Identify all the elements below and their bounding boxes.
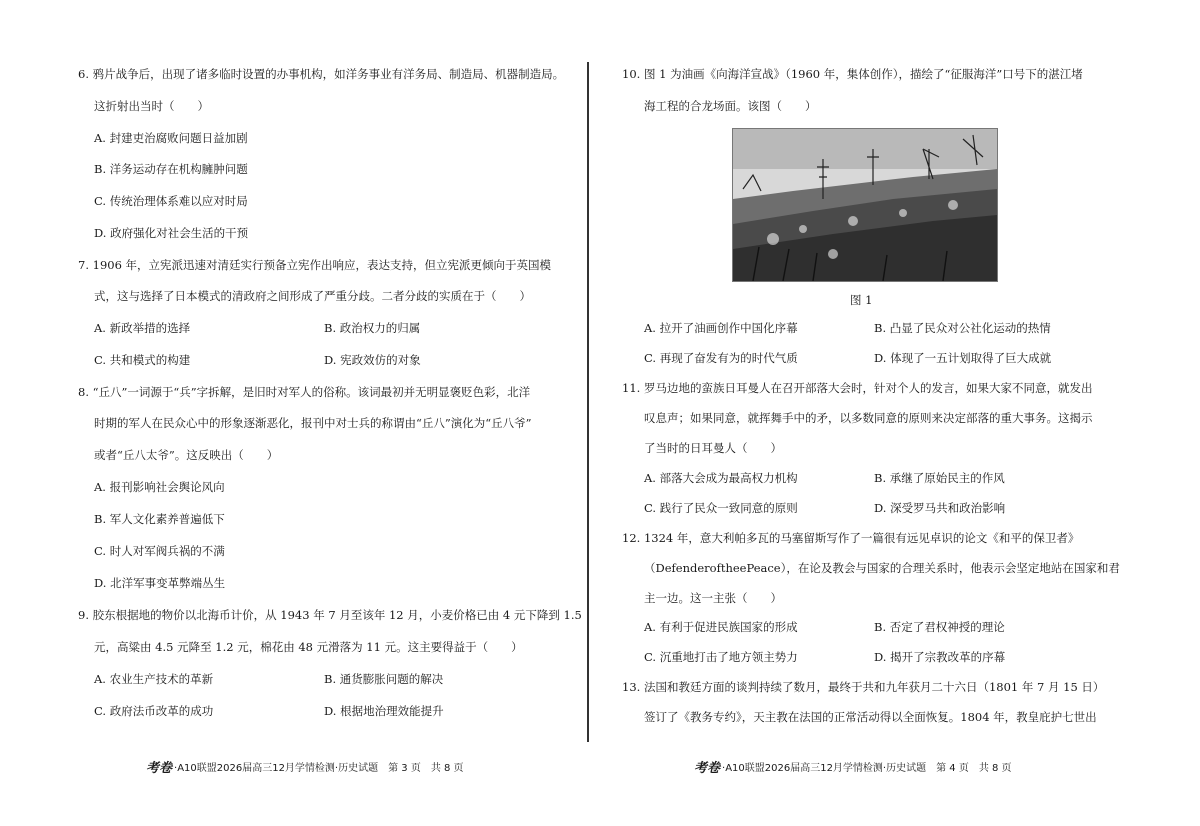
q10-option-d[interactable]: D. 体现了一五计划取得了巨大成就 (874, 351, 1052, 365)
footer-right-text: ·A10联盟2026届高三12月学情检测·历史试题 第 4 页 共 8 页 (722, 763, 1012, 774)
q11-option-a[interactable]: A. 部落大会成为最高权力机构 (644, 471, 798, 485)
q6-stem-line1: 6. 鸦片战争后，出现了诸多临时设置的办事机构，如洋务事业有洋务局、制造局、机器制造局。 (78, 67, 565, 81)
footer-right (694, 762, 1012, 776)
q9-stem-line1: 9. 胶东根据地的物价以北海币计价，从 1943 年 7 月至该年 12 月，小麦价格已由 4 元下降到 1.5 (78, 608, 582, 622)
q7-option-b[interactable]: B. 政治权力的归属 (324, 321, 421, 335)
brand-logo-icon: 考卷 (146, 761, 173, 776)
q8-stem-line1: 8. “丘八”一词源于“兵”字拆解，是旧时对军人的俗称。该词最初并无明显褒贬色彩，北洋 (78, 385, 531, 399)
footer-left-text: ·A10联盟2026届高三12月学情检测·历史试题 第 3 页 共 8 页 (174, 763, 464, 774)
q11-option-d[interactable]: D. 深受罗马共和政治影响 (874, 501, 1006, 515)
page-divider (587, 62, 589, 742)
q13-stem-line1: 13. 法国和教廷方面的谈判持续了数月，最终于共和九年获月二十六日（1801 年 7 月 15 日） (622, 680, 1105, 694)
q8-option-a[interactable]: A. 报刊影响社会舆论风向 (94, 480, 225, 494)
q9-option-a[interactable]: A. 农业生产技术的革新 (94, 672, 214, 686)
q9-option-b[interactable]: B. 通货膨胀问题的解决 (324, 672, 444, 686)
q12-stem-line3: 主一边。这一主张（ ） (644, 591, 782, 605)
q12-option-b[interactable]: B. 否定了君权神授的理论 (874, 620, 1005, 634)
q6-stem-line2: 这折射出当时（ ） (94, 99, 209, 113)
q11-stem-line3: 了当时的日耳曼人（ ） (644, 441, 782, 455)
q8-option-c[interactable]: C. 时人对军阀兵祸的不满 (94, 544, 225, 558)
q8-option-d[interactable]: D. 北洋军事变革弊端丛生 (94, 576, 226, 590)
q12-option-d[interactable]: D. 揭开了宗教改革的序幕 (874, 650, 1006, 664)
q11-stem-line2: 叹息声；如果同意，就挥舞手中的矛，以多数同意的原则来决定部落的重大事务。这揭示 (644, 411, 1093, 425)
q10-stem-line1: 10. 图 1 为油画《向海洋宣战》（1960 年，集体创作），描绘了“征服海洋”口号下的湛江堵 (622, 67, 1083, 81)
q6-option-d[interactable]: D. 政府强化对社会生活的干预 (94, 226, 249, 240)
q10-option-c[interactable]: C. 再现了奋发有为的时代气质 (644, 351, 798, 365)
q11-stem-line1: 11. 罗马边地的蛮族日耳曼人在召开部落大会时，针对个人的发言，如果大家不同意，就发出 (622, 381, 1093, 395)
q8-stem-line3: 或者“丘八太爷”。这反映出（ ） (94, 448, 279, 462)
q6-option-b[interactable]: B. 洋务运动存在机构臃肿问题 (94, 162, 248, 176)
q7-option-c[interactable]: C. 共和模式的构建 (94, 353, 191, 367)
q6-option-a[interactable]: A. 封建吏治腐败问题日益加剧 (94, 131, 248, 145)
q11-option-b[interactable]: B. 承继了原始民主的作风 (874, 471, 1005, 485)
q12-stem-line2: （DefenderoftheePeace），在论及教会与国家的合理关系时，他表示会坚定地站在国家和君 (644, 561, 1120, 575)
brand-logo-icon: 考卷 (694, 761, 721, 776)
figure-caption: 图 1 (850, 293, 873, 307)
oil-painting-image (732, 128, 998, 282)
q6-option-c[interactable]: C. 传统治理体系难以应对时局 (94, 194, 248, 208)
q7-stem-line1: 7. 1906 年，立宪派迅速对清廷实行预备立宪作出响应，表达支持，但立宪派更倾向于英国模 (78, 258, 552, 272)
q8-option-b[interactable]: B. 军人文化素养普遍低下 (94, 512, 225, 526)
q7-option-d[interactable]: D. 宪政效仿的对象 (324, 353, 421, 367)
q10-stem-line2: 海工程的合龙场面。该图（ ） (644, 99, 817, 113)
q10-option-a[interactable]: A. 拉开了油画创作中国化序幕 (644, 321, 798, 335)
q9-option-c[interactable]: C. 政府法币改革的成功 (94, 704, 214, 718)
q7-option-a[interactable]: A. 新政举措的选择 (94, 321, 191, 335)
q12-option-c[interactable]: C. 沉重地打击了地方领主势力 (644, 650, 798, 664)
q9-stem-line2: 元，高粱由 4.5 元降至 1.2 元，棉花由 48 元滑落为 11 元。这主要得益于（ ） (94, 640, 523, 654)
q11-option-c[interactable]: C. 践行了民众一致同意的原则 (644, 501, 798, 515)
q13-stem-line2: 签订了《教务专约》，天主教在法国的正常活动得以全面恢复。1804 年，教皇庇护七世出 (644, 710, 1097, 724)
q10-option-b[interactable]: B. 凸显了民众对公社化运动的热情 (874, 321, 1051, 335)
q9-option-d[interactable]: D. 根据地治理效能提升 (324, 704, 444, 718)
q8-stem-line2: 时期的军人在民众心中的形象逐渐恶化，报刊中对士兵的称谓由“丘八”演化为“丘八爷” (94, 416, 532, 430)
footer-left (146, 762, 464, 776)
q7-stem-line2: 式，这与选择了日本模式的清政府之间形成了严重分歧。二者分歧的实质在于（ ） (94, 289, 531, 303)
q12-stem-line1: 12. 1324 年，意大利帕多瓦的马塞留斯写作了一篇很有远见卓识的论文《和平的保卫者》 (622, 531, 1080, 545)
q12-option-a[interactable]: A. 有利于促进民族国家的形成 (644, 620, 798, 634)
